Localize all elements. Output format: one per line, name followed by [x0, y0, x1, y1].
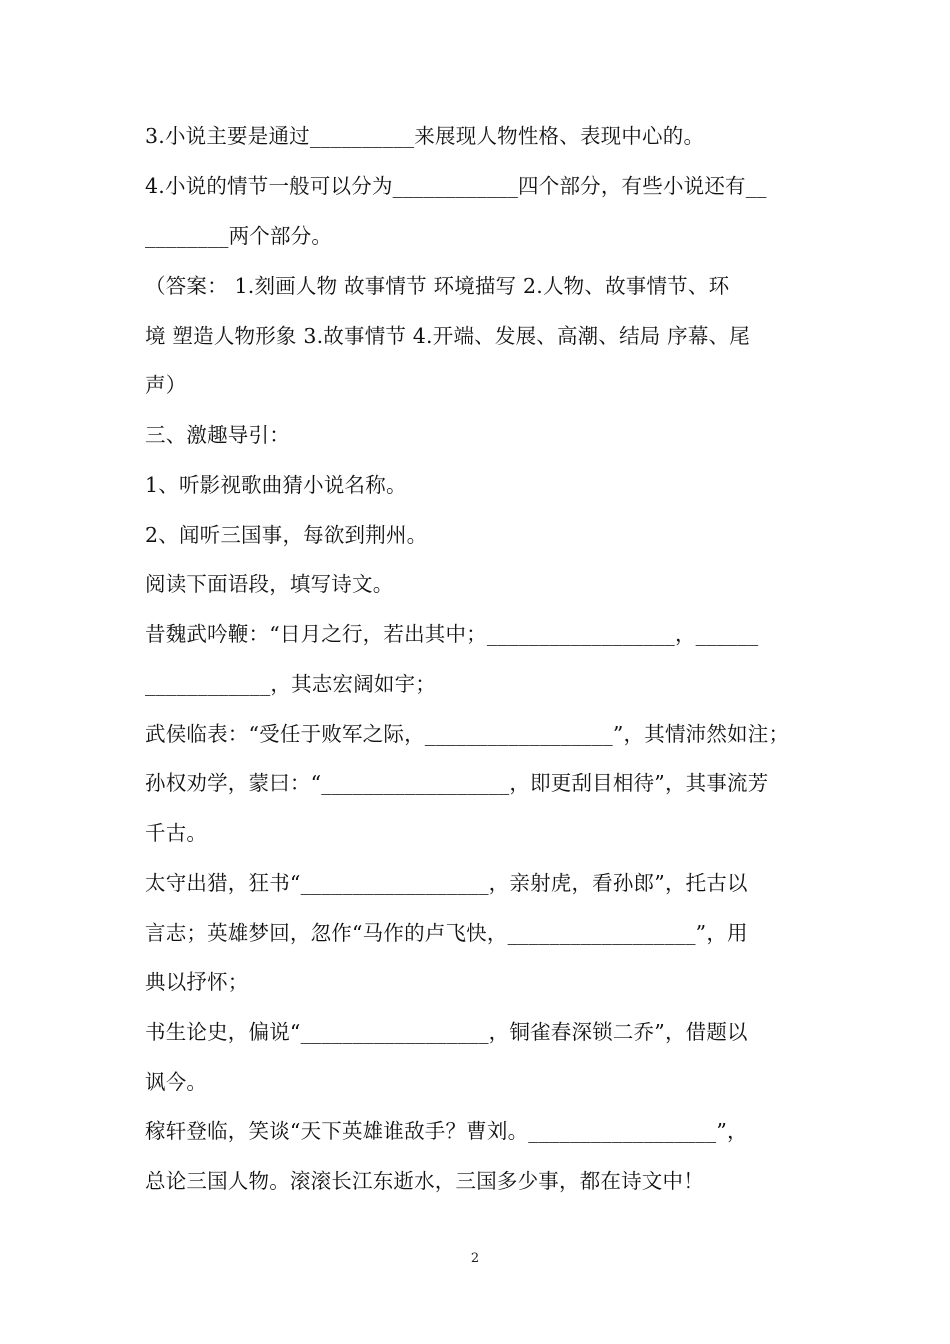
answer-line-2: 境 塑造人物形象 3.故事情节 4.开端、发展、高潮、结局 序幕、尾 [145, 324, 750, 348]
poem-fill-line-9: 书生论史，偏说“__________________，铜雀春深锁二乔”，借题以 [145, 1020, 748, 1044]
answer-line-3: 声） [145, 373, 187, 397]
poem-fill-line-5: 千古。 [145, 821, 208, 845]
poem-fill-line-11: 稼轩登临，笑谈“天下英雄谁敌手？曹刘。__________________”， [145, 1119, 748, 1143]
question-4-line: 4.小说的情节一般可以分为____________四个部分，有些小说还有__ [145, 174, 767, 198]
poem-fill-line-12: 总论三国人物。滚滚长江东逝水，三国多少事，都在诗文中！ [145, 1169, 704, 1193]
question-3-line: 3.小说主要是通过__________来展现人物性格、表现中心的。 [145, 124, 705, 148]
poem-fill-line-4: 孙权劝学，蒙曰：“__________________，即更刮目相待”，其事流芳 [145, 771, 769, 795]
question-4-continuation: ________两个部分。 [145, 224, 333, 248]
poem-fill-line-3: 武侯临表：“受任于败军之际，__________________”，其情沛然如注； [145, 722, 790, 746]
poem-fill-line-1: 昔魏武吟鞭：“日月之行，若出其中；__________________，______ [145, 622, 759, 646]
poem-fill-line-6: 太守出猎，狂书“__________________，亲射虎，看孙郎”，托古以 [145, 871, 748, 895]
poem-fill-line-10: 讽今。 [145, 1070, 208, 1094]
reading-instruction: 阅读下面语段，填写诗文。 [145, 572, 394, 596]
poem-fill-line-2: ____________，其志宏阔如宇； [145, 672, 436, 696]
answer-line-1: （答案： 1.刻画人物 故事情节 环境描写 2.人物、故事情节、环 [145, 274, 730, 298]
page-number: 2 [470, 1251, 480, 1266]
activity-2: 2、闻听三国事，每欲到荆州。 [145, 523, 428, 547]
poem-fill-line-8: 典以抒怀； [145, 970, 249, 994]
activity-1: 1、听影视歌曲猜小说名称。 [145, 473, 407, 497]
poem-fill-line-7: 言志；英雄梦回，忽作“马作的卢飞快，__________________”，用 [145, 921, 748, 945]
section-heading: 三、激趣导引： [145, 423, 290, 447]
